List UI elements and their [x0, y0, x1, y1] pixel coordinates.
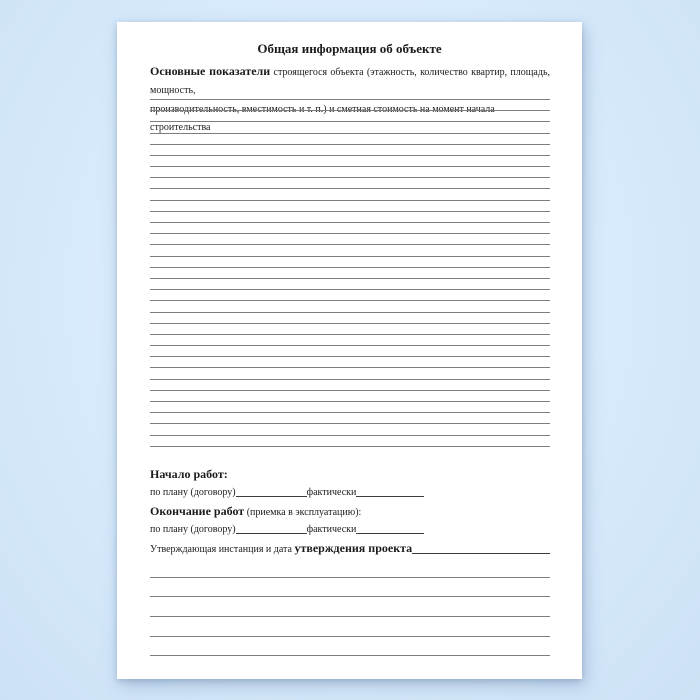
ruled-blank-line[interactable] [150, 637, 550, 657]
ruled-blank-line[interactable] [150, 245, 550, 256]
ruled-blank-line[interactable] [150, 558, 550, 578]
ruled-blank-line[interactable] [150, 597, 550, 617]
ruled-blank-line[interactable] [150, 436, 550, 447]
start-fact-blank-field[interactable] [356, 496, 424, 497]
ruled-blank-line[interactable] [150, 413, 550, 424]
intro-line1-rest: строящегося объекта (этажность, количество квартир, площадь, мощность, [150, 67, 551, 97]
approval-row [150, 539, 550, 558]
approval-blank-field[interactable] [412, 542, 550, 554]
ruled-blank-line[interactable] [150, 111, 550, 122]
ruled-blank-line[interactable] [150, 313, 550, 324]
ruled-blank-line[interactable] [150, 178, 550, 189]
ruled-blank-line[interactable] [150, 391, 550, 402]
ruled-blank-line[interactable] [150, 424, 550, 435]
approval-bold-text: утверждения проекта [294, 541, 413, 556]
ruled-blank-line[interactable] [150, 223, 550, 234]
ruled-blank-line[interactable] [150, 346, 550, 357]
ruled-blank-line[interactable] [150, 257, 550, 268]
ruled-blank-line[interactable] [150, 279, 550, 290]
ruled-blank-line[interactable] [150, 234, 550, 245]
intro-bold-lead: Основные показатели [150, 64, 271, 78]
ruled-blank-line[interactable] [150, 201, 550, 212]
ruled-blank-line[interactable] [150, 122, 550, 133]
ruled-blank-line[interactable] [150, 145, 550, 156]
ruled-blank-line[interactable] [150, 89, 550, 100]
ruled-blank-line[interactable] [150, 301, 550, 312]
ruled-blank-line[interactable] [150, 324, 550, 335]
ruled-blank-line[interactable] [150, 357, 550, 368]
approval-label: Утверждающая инстанция и дата [150, 544, 295, 556]
ruled-blank-line[interactable] [150, 268, 550, 279]
ruled-blank-line[interactable] [150, 380, 550, 391]
ruled-blank-line[interactable] [150, 212, 550, 223]
ruled-blank-line[interactable] [150, 290, 550, 301]
end-plan-label: по плану (договору) [150, 523, 236, 535]
ruled-blank-line[interactable] [150, 335, 550, 346]
start-plan-blank-field[interactable] [236, 496, 307, 497]
document-title: Общая информация об объекте [257, 41, 442, 56]
ruled-blank-line[interactable] [150, 402, 550, 413]
footer-ruled-block [150, 558, 550, 656]
end-plan-blank-field[interactable] [236, 533, 307, 534]
start-fact-label: фактически [306, 486, 357, 498]
end-works-heading [150, 502, 550, 521]
ruled-blank-line[interactable] [150, 189, 550, 200]
ruled-blank-line[interactable] [150, 156, 550, 167]
end-fact-blank-field[interactable] [356, 533, 424, 534]
ruled-blank-line[interactable] [150, 134, 550, 145]
document-page [117, 22, 582, 679]
dates-section [150, 465, 550, 558]
end-works-heading-bold: Окончание работ [150, 504, 245, 519]
end-works-heading-rest: (приемка в эксплуатацию): [244, 507, 362, 519]
ruled-blank-line[interactable] [150, 617, 550, 637]
intro-line-2: производительность, вместимость и т. п.) и сметная стоимость на момент начала строительства [150, 103, 495, 134]
ruled-blank-line[interactable] [150, 578, 550, 598]
start-works-heading: Начало работ: [150, 467, 228, 481]
end-works-row [150, 521, 550, 540]
start-works-row [150, 484, 550, 503]
main-ruled-block [150, 89, 550, 447]
ruled-blank-line[interactable] [150, 100, 550, 111]
ruled-blank-line[interactable] [150, 368, 550, 379]
end-fact-label: фактически [306, 523, 357, 535]
start-plan-label: по плану (договору) [150, 486, 236, 498]
ruled-blank-line[interactable] [150, 167, 550, 178]
